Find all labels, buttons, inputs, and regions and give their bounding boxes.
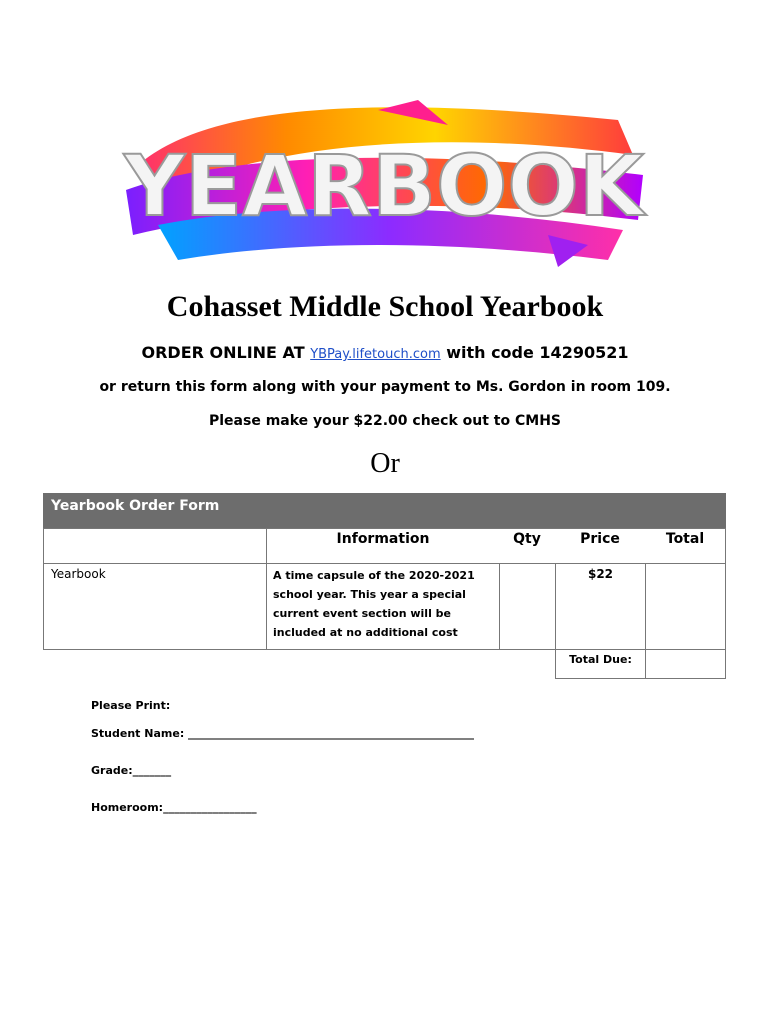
- student-name-field[interactable]: Student Name: ____________________________________________________: [91, 727, 475, 740]
- total-input-cell[interactable]: [645, 563, 726, 650]
- return-line: or return this form along with your payment to Ms. Gordon in room 109.: [99, 379, 671, 395]
- logo-text: YEARBOOK: [124, 137, 644, 235]
- yearbook-logo: [118, 95, 650, 275]
- column-price: Price: [555, 528, 645, 564]
- check-line: Please make your $22.00 check out to CMHS: [208, 413, 562, 429]
- column-total: Total: [645, 528, 726, 564]
- qty-input-cell[interactable]: [499, 563, 556, 650]
- header-blank-cell: [43, 528, 267, 564]
- please-print-heading: Please Print:: [91, 699, 171, 712]
- order-link[interactable]: YBPay.lifetouch.com: [310, 347, 441, 362]
- column-information: Information: [267, 528, 499, 564]
- grade-field[interactable]: Grade:_______: [91, 764, 172, 777]
- total-due-input-cell[interactable]: [645, 649, 726, 679]
- homeroom-field[interactable]: Homeroom:_________________: [91, 801, 257, 814]
- item-description-cell: A time capsule of the 2020-2021 school year. This year a special current event section will be included at no additional cost: [266, 563, 500, 650]
- page-title: Cohasset Middle School Yearbook: [166, 290, 604, 323]
- item-name-cell: Yearbook: [43, 563, 267, 650]
- order-online-prefix: ORDER ONLINE AT: [141, 343, 311, 362]
- order-online-line: [0, 343, 770, 362]
- form-title: Yearbook Order Form: [43, 493, 726, 528]
- price-cell: $22: [555, 563, 646, 650]
- order-online-suffix: with code 14290521: [440, 343, 629, 362]
- or-divider: Or: [370, 448, 400, 479]
- total-due-label: Total Due:: [555, 649, 646, 679]
- column-qty: Qty: [499, 528, 555, 564]
